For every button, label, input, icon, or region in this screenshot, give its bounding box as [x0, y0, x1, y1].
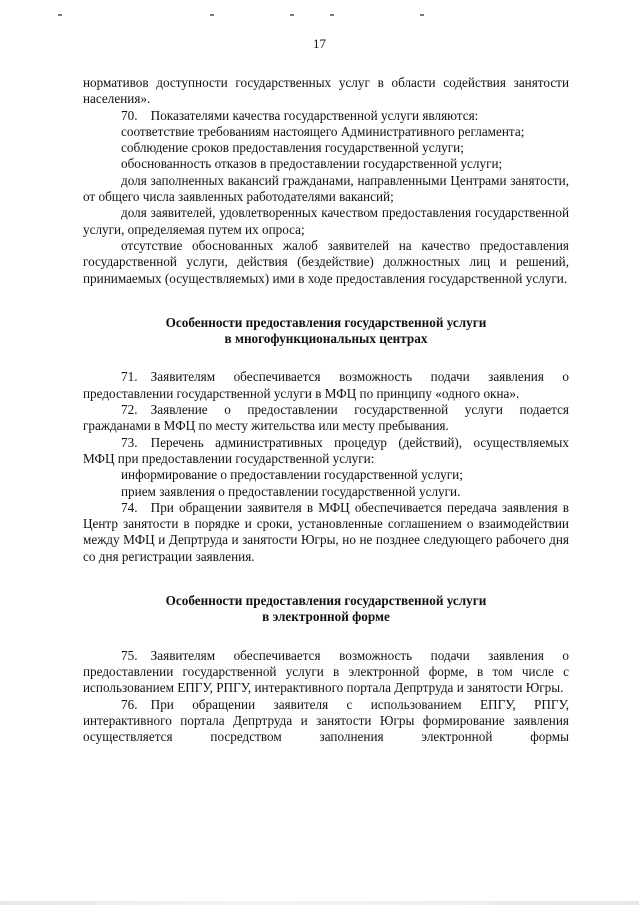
section-heading-line: в многофункциональных центрах	[224, 331, 428, 347]
procedure-item: информирование о предоставлении государственной услуги;	[121, 467, 463, 483]
paragraph-75: 75. Заявителям обеспечивается возможность подачи заявления о предоставлении государственной услуги в электронной форме, в том числе с использованием ЕПГУ, РПГУ, интерактивного портала Депртруда и занятости Югры.	[83, 647, 569, 696]
indicator-item: доля заполненных вакансий гражданами, направленными Центрами занятости, от общего числа заявленных работодателями вакансий;	[83, 172, 569, 205]
section-electronic	[83, 648, 569, 746]
indicator-item: соответствие требованиям настоящего Административного регламента;	[121, 123, 525, 139]
paragraph-71: 71. Заявителям обеспечивается возможность подачи заявления о предоставлении государственной услуги в МФЦ по принципу «одного окна».	[83, 369, 569, 401]
indicator-item: обоснованность отказов в предоставлении государственной услуги;	[121, 156, 503, 172]
section-quality-indicators	[83, 75, 569, 287]
section-heading-line: Особенности предоставления государственной услуги	[165, 314, 487, 330]
section-heading-line: в электронной форме	[262, 609, 390, 625]
section-heading-electronic	[83, 593, 569, 626]
section-heading-mfc	[83, 315, 569, 348]
section-heading-line: Особенности предоставления государственной услуги	[165, 593, 487, 609]
indicator-item: доля заявителей, удовлетворенных качеством предоставления государственной услуги, определяемая путем их опроса;	[83, 205, 569, 237]
paragraph-73: 73. Перечень административных процедур (действий), осуществляемых МФЦ при предоставлении государственной услуги:	[83, 434, 569, 466]
document-body	[83, 75, 569, 745]
paragraph: нормативов доступности государственных услуг в области содействия занятости населения».	[83, 75, 569, 107]
section-mfc	[83, 369, 569, 565]
paragraph-74: 74. При обращении заявителя в МФЦ обеспечивается передача заявления в Центр занятости в порядке и сроки, установленные соглашением о взаимодействии между МФЦ и Депртруда и занятости Югры, но не позднее следующего рабочего дня со дня регистрации заявления.	[83, 499, 569, 564]
paragraph-76: 76. При обращении заявителя с использованием ЕПГУ, РПГУ, интерактивного портала Депртруда и занятости Югры формирование заявления осуществляется посредством заполнения электронной формы	[83, 696, 569, 745]
indicator-item: соблюдение сроков предоставления государственной услуги;	[121, 140, 464, 156]
procedure-item: прием заявления о предоставлении государственной услуги.	[121, 483, 461, 499]
scan-artifacts	[0, 14, 639, 20]
scan-bottom-edge	[0, 901, 639, 905]
paragraph-72: 72. Заявление о предоставлении государственной услуги подается гражданами в МФЦ по месту жительства или месту пребывания.	[83, 402, 569, 434]
paragraph-70: 70. Показателями качества государственной услуги являются:	[121, 107, 479, 123]
page-number: 17	[313, 36, 326, 51]
indicator-item: отсутствие обоснованных жалоб заявителей на качество предоставления государственной услуги, действия (бездействие) должностных лиц и решений, принимаемых (осуществляемых) ими в ходе предоставления государственной услуги.	[83, 237, 569, 286]
